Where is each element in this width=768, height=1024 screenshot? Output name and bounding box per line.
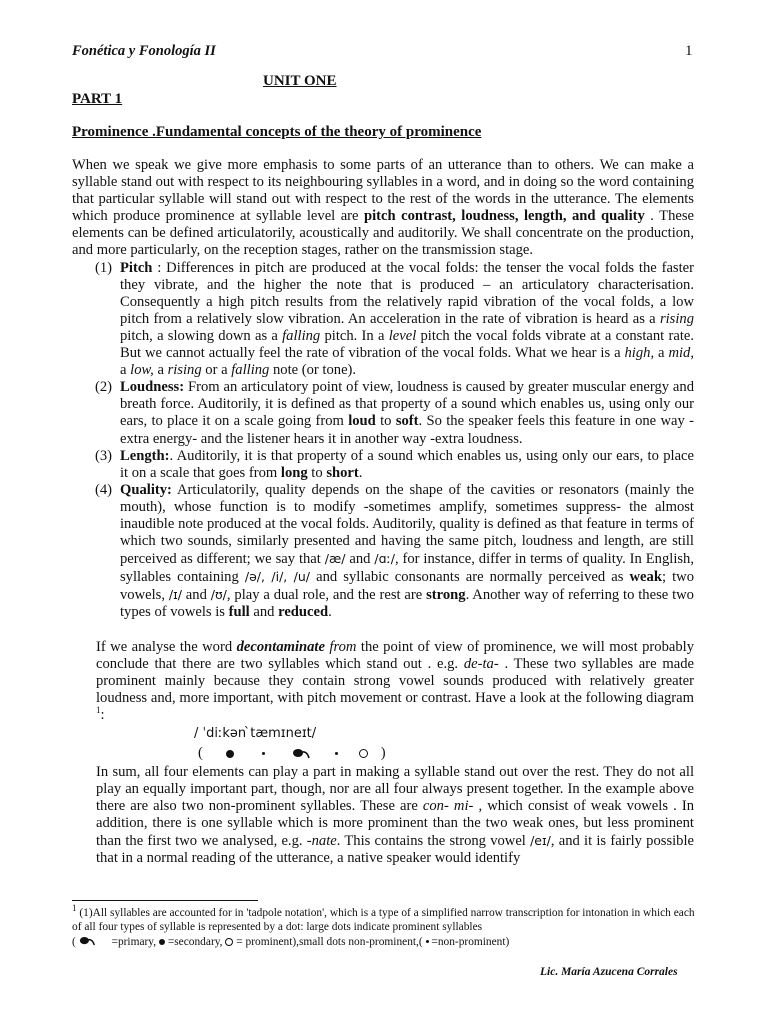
summary-paragraph: In sum, all four elements can play a part in making a syllable stand out over the rest. They do not all play an equally important part, though, nor are all four always present together. In the example above there are also two non-prominent syllables. These are con- mi- , which consist of weak vowels . In addition, there is one syllable which is more prominent than the two weak ones, but less prominent than the first two we analysed, e.g. -nate. This contains the strong vowel /eɪ/, and it is fairly possible that in a normal reading of the utterance, a native speaker would identify [96,764,695,867]
prominence-elements-list [72,260,694,622]
list-item: (1) Pitch : Differences in pitch are produced at the vocal folds: the tenser the vocal folds the faster they vibrate, and the higher the note that is produced – an articulatory characterisation. Consequently a high pitch results from the relatively rapid vibration of the vocal folds, a low pitch from a relatively slow vibration. An acceleration in the rate of vibration is heard as a rising pitch, a slowing down as a falling pitch. In a level pitch the vocal folds vibrate at a constant rate. But we cannot actually feel the rate of vibration of the vocal folds. What we hear is a high, a mid, a low, a rising or a falling note (or tone). [95,259,694,379]
running-header: Fonética y Fonología II [72,43,216,59]
page-number: 1 [685,43,693,59]
section-heading: Prominence .Fundamental concepts of the theory of prominence [72,124,482,140]
footnote-divider [72,900,258,901]
list-item: (3) Length:. Auditorily, it is that property of a sound which enables us, using only our ears, to place it on a scale that goes from long to short. [95,447,694,481]
list-item: (2) Loudness: From an articulatory point of view, loudness is caused by greater muscular energy and breath force. Auditorily, it is defined as that property of a sound which enables us, using only our ears, to place it on a scale going from loud to soft. So the speaker feels this feature in one way -extra energy- and the listener hears it in another way -extra loudness. [95,379,694,447]
prominent-ring-icon [359,749,368,758]
non-prominent-dot-icon [426,940,429,943]
footnote-reference: 1 [96,705,101,716]
intro-paragraph: When we speak we give more emphasis to some parts of an utterance than to others. We can make a syllable stand out with respect to its neighbouring syllables in a word, and in doing so the word containing that particular syllable will stand out with respect to the rest of the words in the utterance. The elements which produce prominence at syllable level are pitch contrast, loudness, length, and quality . These elements can be defined articulatorily, acoustically and auditorily. We shall concentrate on the production, and more particularly, on the reception stages, rather on the transmission stage. [72,157,694,259]
primary-tadpole-icon [79,936,97,947]
non-prominent-dot-icon [335,752,338,755]
list-item: (4) Quality: Articulatorily, quality depends on the shape of the cavities or resonators (mainly the mouth), whose function is to modify -sometimes amplify, sometimes suppress- the almost inaudible note produced at the vocal folds. Auditorily, quality is defined as that feature in terms of which two sounds, similarly presented and having the same pitch, loudness and length, are still perceived as different; we say that /æ/ and /ɑː/, for instance, differ in terms of quality. In English, syllables containing /ə/, /i/, /u/ and syllabic consonants are normally perceived as weak; two vowels, /ɪ/ and /ʊ/, play a dual role, and the rest are strong. Another way of referring to these two types of vowels is full and reduced. [95,481,694,621]
non-prominent-dot-icon [262,752,265,755]
unit-title: UNIT ONE [263,73,337,89]
footnote: $^1$ (1)All syllables are accounted for in 'tadpole notation', which is a type of a simplified narrow transcription for intonation in which each of all four types of syllable is represented by a dot: large dots indicate prominent syllables ( =primary, =secondary, = prominent),small dots non-prominent,( =non-prominent) [72,903,695,948]
secondary-dot-icon [226,750,234,758]
decontaminate-paragraph: If we analyse the word decontaminate from the point of view of prominence, we will most probably conclude that there are two syllables which stand out . e.g. de-ta- . These two syllables are made prominent mainly because they contain strong vowel sounds produced with relatively greater loudness and, more important, with pitch movement or contrast. Have a look at the following diagram $^1$: [96,638,694,723]
primary-tadpole-icon [292,748,312,760]
phonetic-transcription: / ˈdiːkən ̀tæmɪneɪt/ [194,726,317,741]
secondary-dot-icon [159,939,165,945]
body-text [72,157,694,868]
tadpole-diagram: ( ) [198,745,386,761]
author-footer: Lic. María Azucena Corrales [540,966,678,978]
part-title: PART 1 [72,91,123,107]
prominent-ring-icon [225,938,233,946]
